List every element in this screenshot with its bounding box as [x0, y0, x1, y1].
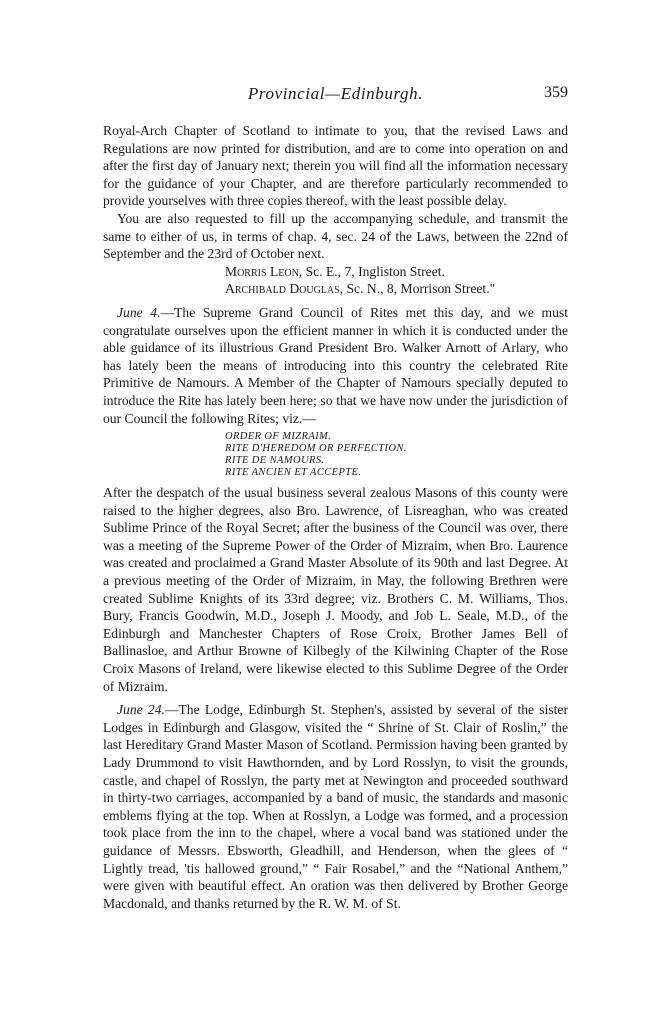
paragraph-june-24 — [103, 701, 568, 912]
signatory-name: Archibald Douglas — [225, 281, 340, 297]
signature-line — [103, 263, 568, 281]
rite-item: RITE ANCIEN ET ACCEPTE. — [225, 467, 362, 479]
entry-date: June 24. — [117, 702, 165, 718]
paragraph-royal-arch-notice: Royal-Arch Chapter of Scotland to intimate to you, that the revised Laws and Regulations are now printed for distribution, and are to come into operation on and after the first day of January next; therein you will find all the information necessary for the guidance of your Chapter, and are therefore particularly recommended to provide yourselves with three copies thereof, with the least possible delay. — [103, 123, 568, 209]
rite-item: RITE DE NAMOURS. — [225, 455, 325, 467]
paragraph-june-4 — [103, 304, 568, 427]
entry-text: —The Lodge, Edinburgh St. Stephen's, assisted by several of the sister Lodges in Edinburgh and Glasgow, visited the “ Shrine of St. Clair of Roslin,” the last Hereditary Grand Master Mason of Scotland. Permission having been granted by Lady Drummond to visit Hawthornden, and by Lord Rosslyn, to visit the grounds, castle, and chapel of Rosslyn, the party met at Newington and proceeded southward in thirty-two carriages, accompanied by a band of music, the standards and masonic emblems flying at the top. When at Rosslyn, a Lodge was formed, and a procession took place from the inn to the chapel, where a vocal band was stationed under the guidance of Messrs. Ebsworth, Gleadhill, and Henderson, when the glees of “ Lightly tread, 'tis hallowed ground,” “ Fair Rosabel,” and the “National Anthem,” were given with beautiful effect. An oration was then delivered by Brother George Macdonald, and thanks returned by the R. W. M. of St. — [103, 702, 568, 911]
signature-line — [103, 280, 568, 298]
signatory-details: , Sc. N., 8, Morrison Street." — [339, 281, 496, 297]
signatory-name: Morris Leon — [225, 263, 299, 279]
entry-text: —The Supreme Grand Council of Rites met this day, and we must congratulate ourselves upon the efficient manner in which it is conducted under the able guidance of its illustrious Grand President Bro. Walker Arnott of Arlary, who has lately been the means of introducing into this country the celebrated Rite Primitive de Namours. A Member of the Chapter of Namours specially deputed to introduce the Rite has lately been here; so that we have now under the jurisdiction of our Council the following Rites; viz.— — [103, 304, 568, 426]
rite-item: RITE D'HEREDOM OR PERFECTION. — [225, 443, 407, 455]
entry-date: June 4. — [117, 304, 161, 320]
rite-item: ORDER OF MIZRAIM. — [225, 431, 332, 443]
signatory-details: , Sc. E., 7, Ingliston Street. — [298, 263, 445, 279]
rites-list — [103, 431, 568, 479]
page-number: 359 — [544, 84, 568, 101]
running-title: Provincial—Edinburgh. — [247, 84, 424, 103]
page-body — [103, 122, 568, 912]
page-header — [103, 84, 568, 108]
paragraph-council-business: After the despatch of the usual business several zealous Masons of this county were raised to the higher degrees, also Bro. Lawrence, of Lisreaghan, who was created Sublime Prince of the Royal Secret; after the business of the Council was over, there was a meeting of the Supreme Power of the Order of Mizraim, when Bro. Laurence was created and proclaimed a Grand Master Absolute of its 90th and last Degree. At a previous meeting of the Order of Mizraim, in May, the following Brethren were created Sublime Knights of its 33rd degree; viz. Brothers C. M. Williams, Thos. Bury, Francis Goodwin, M.D., Joseph J. Moody, and Job L. Seale, M.D., of the Edinburgh and Manchester Chapters of Rose Croix, Brother James Bell of Ballinasloe, and Arthur Browne of Kilbegly of the Kilwining Chapter of the Rose Croix Masons of Ireland, were likewise elected to this Sublime Degree of the Order of Mizraim. — [103, 485, 568, 694]
paragraph-schedule-request: You are also requested to fill up the accompanying schedule, and transmit the same to either of us, in terms of chap. 4, sec. 24 of the Laws, between the 22nd of September and the 23rd of October next. — [103, 210, 568, 262]
